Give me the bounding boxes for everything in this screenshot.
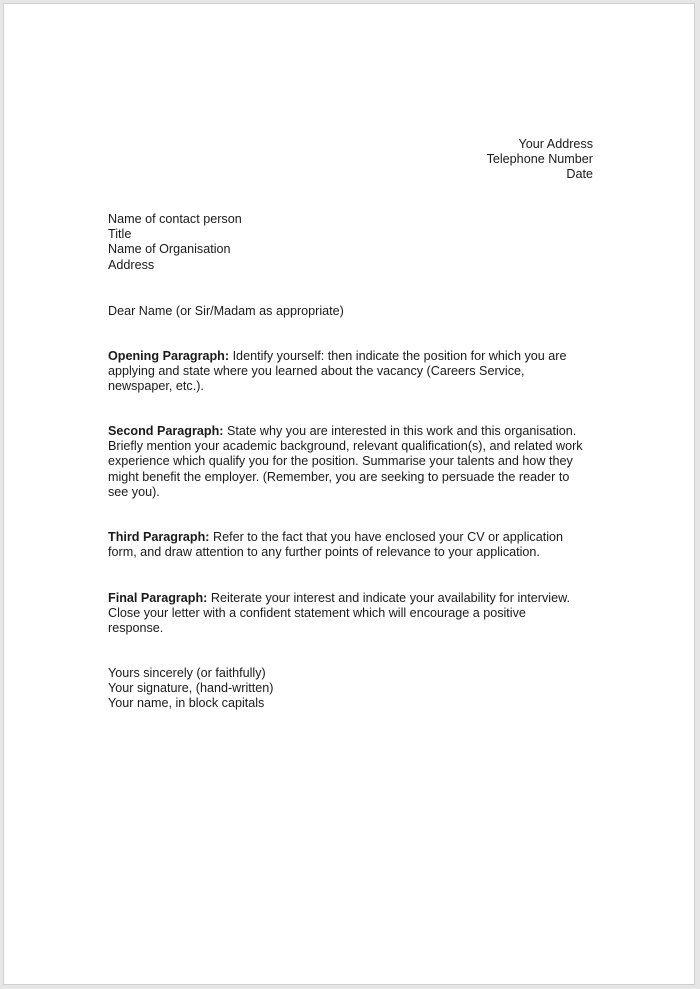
second-paragraph-line: might benefit the employer. (Remember, you are seeking to persuade the reader to [108, 469, 570, 484]
third-paragraph-label: Third Paragraph: [108, 530, 210, 544]
final-paragraph-line: Close your letter with a confident statement which will encourage a positive [108, 606, 526, 621]
final-paragraph-line: response. [108, 621, 164, 636]
sender-address: Your Address [518, 137, 593, 151]
opening-paragraph [108, 349, 598, 395]
second-paragraph-line: Briefly mention your academic background, relevant qualification(s), and related work [108, 439, 583, 454]
salutation-text: Dear Name (or Sir/Madam as appropriate) [108, 304, 344, 318]
recipient-block [108, 212, 598, 273]
third-paragraph-line: form, and draw attention to any further points of relevance to your application. [108, 545, 540, 560]
closing-signature: Your signature, (hand-written) [108, 681, 274, 696]
sender-telephone: Telephone Number [486, 152, 593, 167]
recipient-address: Address [108, 257, 155, 272]
opening-paragraph-line: applying and state where you learned about the vacancy (Careers Service, [108, 364, 525, 379]
recipient-title: Title [108, 227, 132, 242]
second-paragraph-line: experience which qualify you for the position. Summarise your talents and how they [108, 454, 573, 469]
final-paragraph [108, 591, 598, 637]
opening-paragraph-line: Identify yourself: then indicate the position for which you are [232, 349, 567, 363]
closing-block [108, 666, 598, 712]
recipient-contact: Name of contact person [108, 212, 242, 226]
closing-name: Your name, in block capitals [108, 696, 265, 711]
second-paragraph-label: Second Paragraph: [108, 424, 224, 438]
opening-paragraph-label: Opening Paragraph: [108, 349, 230, 363]
recipient-organisation: Name of Organisation [108, 242, 231, 257]
salutation [108, 304, 598, 319]
letter-page [4, 4, 694, 984]
third-paragraph [108, 530, 598, 560]
second-paragraph-line: see you). [108, 484, 160, 499]
final-paragraph-line: Reiterate your interest and indicate your availability for interview. [210, 591, 570, 605]
opening-paragraph-line: newspaper, etc.). [108, 379, 204, 394]
sender-date: Date [566, 167, 593, 182]
closing-valediction: Yours sincerely (or faithfully) [108, 666, 266, 680]
final-paragraph-label: Final Paragraph: [108, 591, 208, 605]
sender-block [487, 137, 593, 183]
second-paragraph-line: State why you are interested in this work and this organisation. [226, 424, 577, 438]
third-paragraph-line: Refer to the fact that you have enclosed your CV or application [212, 530, 563, 544]
second-paragraph [108, 424, 598, 500]
